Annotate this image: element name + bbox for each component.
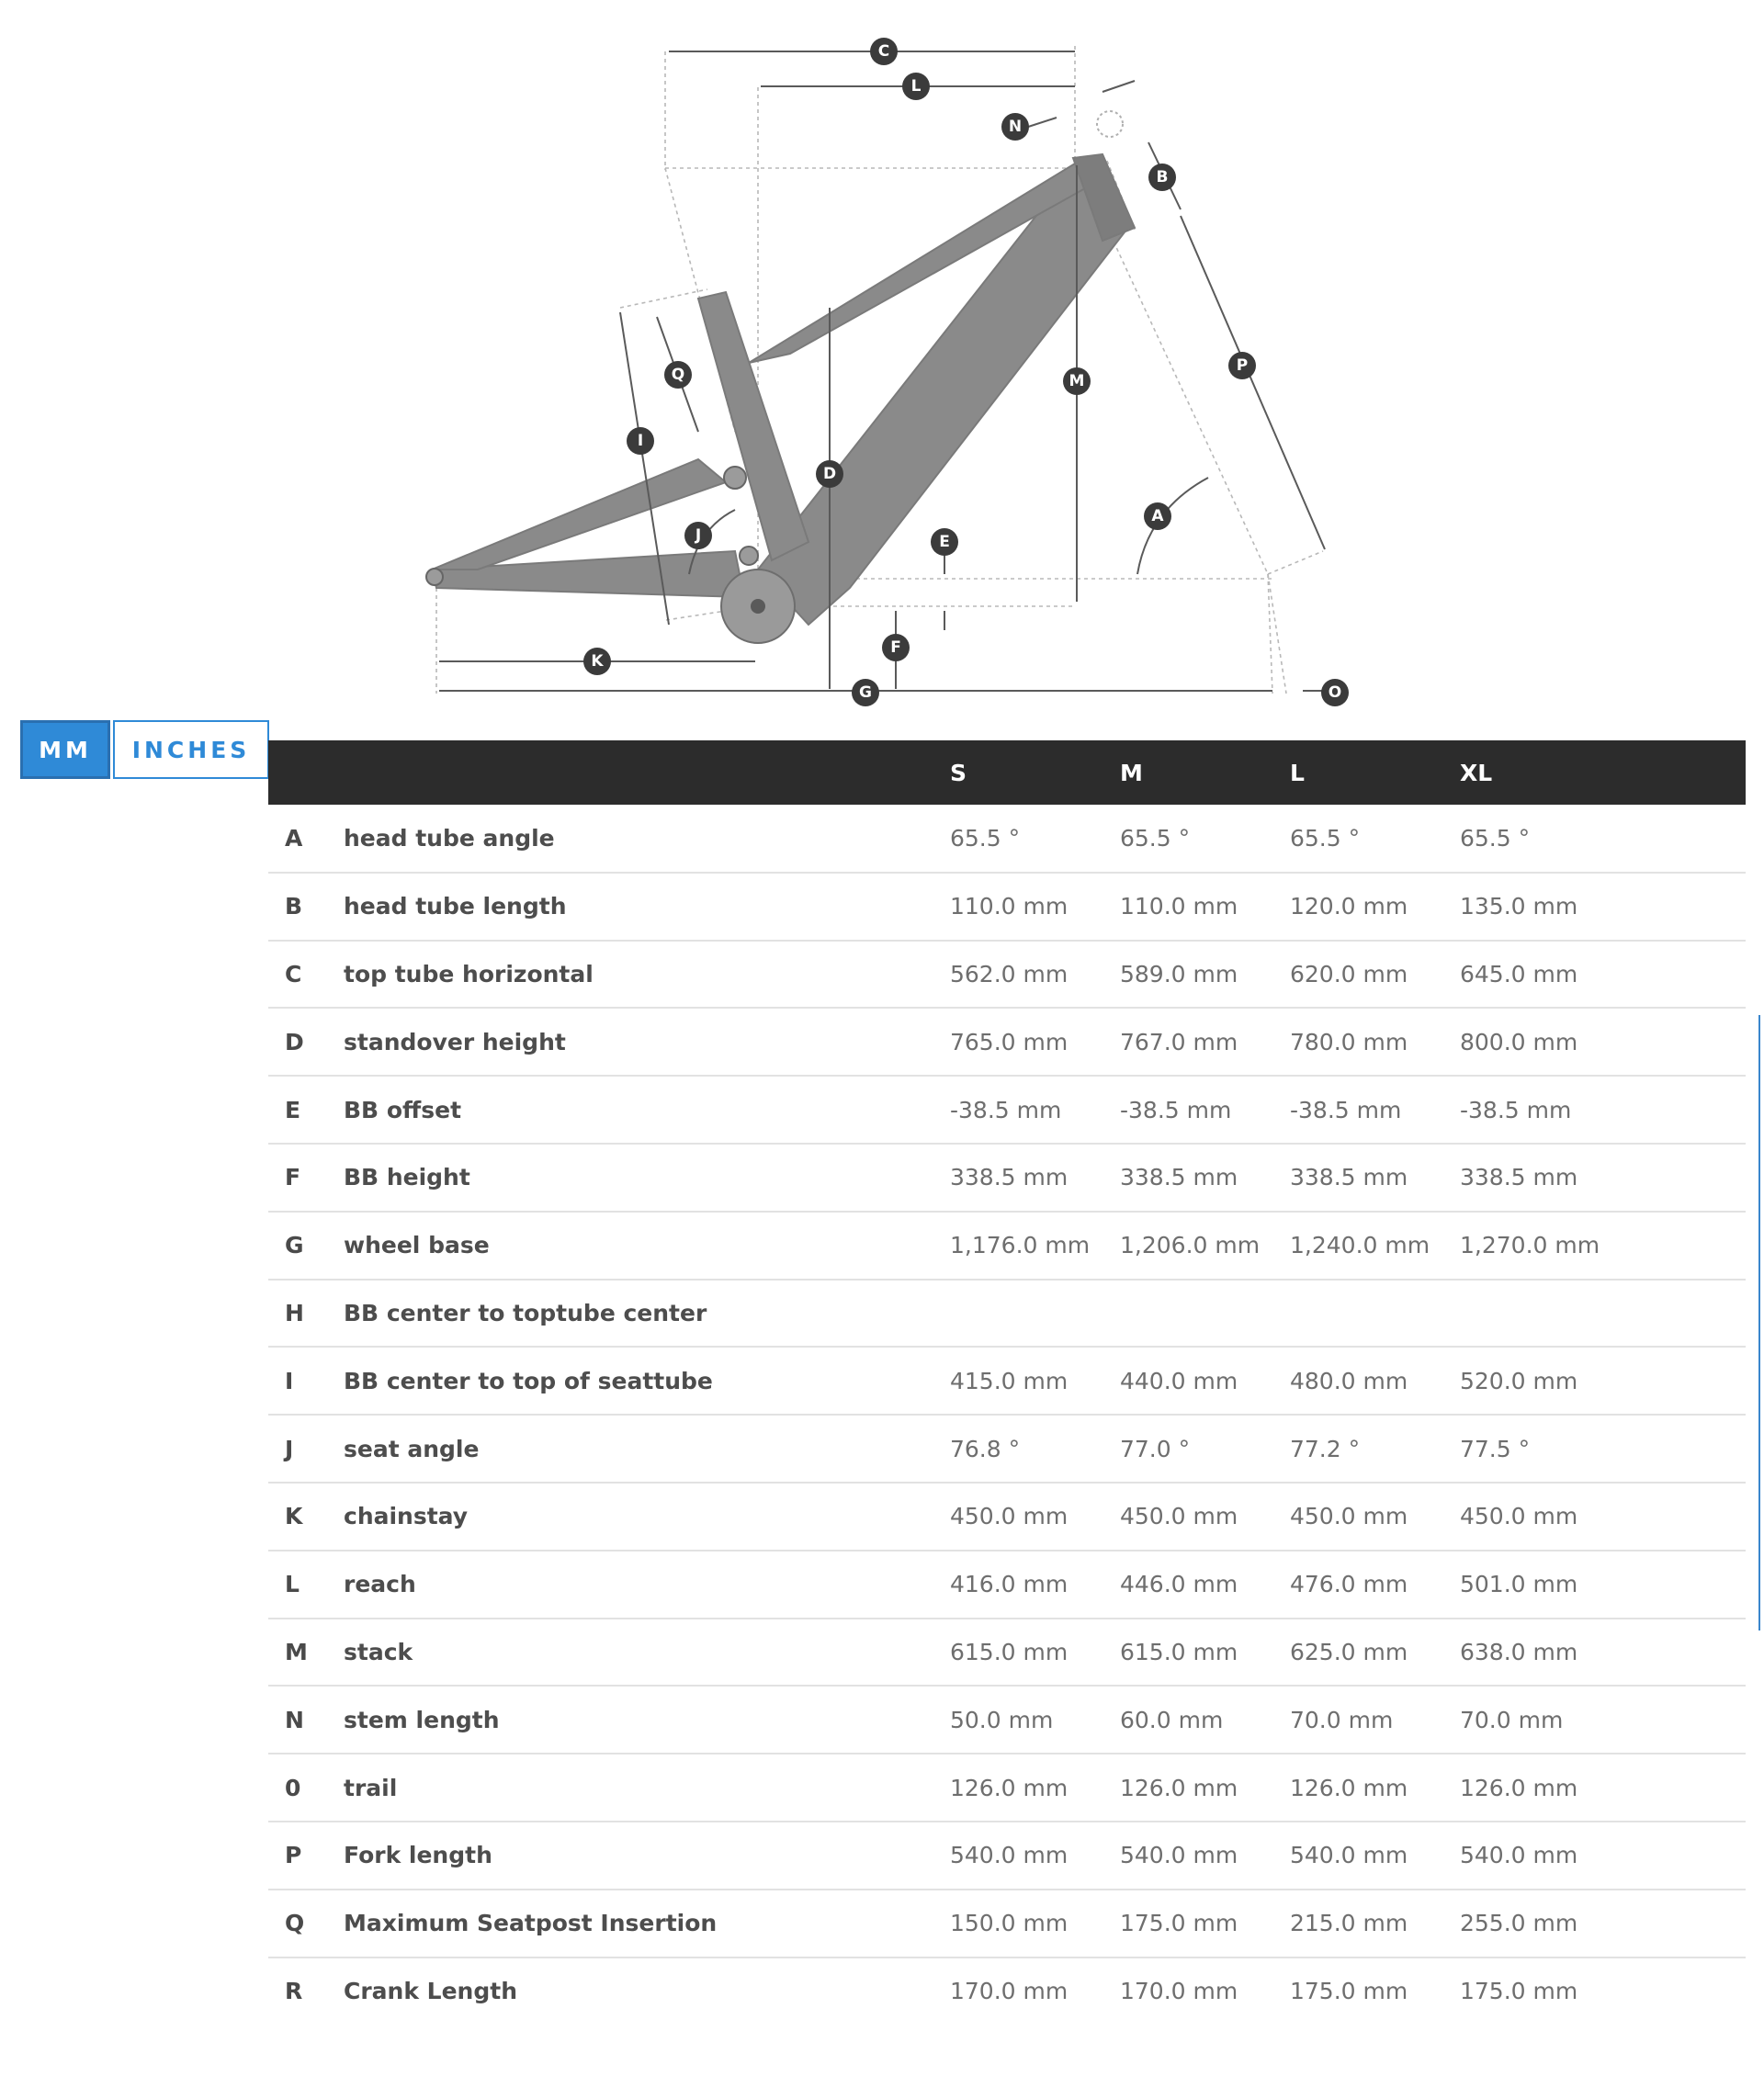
svg-text:Q: Q xyxy=(671,366,685,384)
value-size-l: 450.0 mm xyxy=(1290,1503,1408,1530)
row-label: head tube angle xyxy=(344,824,555,852)
header-label xyxy=(344,740,950,805)
callout-k-marker xyxy=(583,648,611,675)
value-size-s: 415.0 mm xyxy=(950,1367,1069,1394)
value-size-m: -38.5 mm xyxy=(1120,1096,1232,1123)
svg-text:J: J xyxy=(695,526,702,545)
svg-text:A: A xyxy=(1151,507,1164,525)
value-size-xl: 135.0 mm xyxy=(1460,893,1578,920)
table-row xyxy=(268,1483,1746,1551)
header-size-s: S xyxy=(950,759,967,786)
row-letter: G xyxy=(285,1232,304,1259)
value-size-s: 150.0 mm xyxy=(950,1910,1069,1937)
value-size-l: 65.5 ° xyxy=(1290,824,1361,852)
row-letter: I xyxy=(285,1367,294,1394)
value-size-s: 50.0 mm xyxy=(950,1706,1054,1733)
value-size-xl: 175.0 mm xyxy=(1460,1978,1578,2005)
callout-c-marker xyxy=(870,38,898,65)
table-row xyxy=(268,1958,1746,2025)
value-size-l: 540.0 mm xyxy=(1290,1842,1408,1869)
value-size-s: 416.0 mm xyxy=(950,1571,1069,1598)
value-size-s: 562.0 mm xyxy=(950,960,1069,987)
callout-d-marker xyxy=(816,460,843,488)
table-row xyxy=(268,1076,1746,1144)
row-letter: H xyxy=(285,1299,304,1326)
value-size-xl: -38.5 mm xyxy=(1460,1096,1572,1123)
row-label: chainstay xyxy=(344,1503,469,1530)
table-row xyxy=(268,1551,1746,1619)
callout-j-marker xyxy=(684,522,712,549)
callout-f-marker xyxy=(882,634,910,661)
value-size-m: 175.0 mm xyxy=(1120,1910,1238,1937)
row-label: BB center to top of seattube xyxy=(344,1367,713,1394)
row-label: reach xyxy=(344,1571,416,1598)
svg-text:M: M xyxy=(1069,372,1085,390)
value-size-xl: 338.5 mm xyxy=(1460,1164,1578,1191)
value-size-m: 450.0 mm xyxy=(1120,1503,1238,1530)
row-label: seat angle xyxy=(344,1435,480,1462)
row-letter: A xyxy=(285,824,303,852)
value-size-s: 765.0 mm xyxy=(950,1028,1069,1055)
row-label: Maximum Seatpost Insertion xyxy=(344,1910,718,1937)
value-size-s: 540.0 mm xyxy=(950,1842,1069,1869)
row-letter: Q xyxy=(285,1910,305,1937)
callout-q-marker xyxy=(664,361,692,389)
value-size-m: 65.5 ° xyxy=(1120,824,1191,852)
value-size-l: 476.0 mm xyxy=(1290,1571,1408,1598)
value-size-xl: 65.5 ° xyxy=(1460,824,1531,852)
value-size-m: 540.0 mm xyxy=(1120,1842,1238,1869)
scroll-indicator xyxy=(1758,1015,1760,1630)
value-size-xl: 638.0 mm xyxy=(1460,1638,1578,1665)
value-size-m: 60.0 mm xyxy=(1120,1706,1224,1733)
stem-circle xyxy=(1097,111,1123,137)
value-size-m: 1,206.0 mm xyxy=(1120,1232,1261,1259)
value-size-s: 65.5 ° xyxy=(950,824,1021,852)
value-size-xl: 520.0 mm xyxy=(1460,1367,1578,1394)
value-size-l xyxy=(1290,1280,1460,1348)
row-label: stack xyxy=(344,1638,413,1665)
value-size-l: 338.5 mm xyxy=(1290,1164,1408,1191)
value-size-m: 615.0 mm xyxy=(1120,1638,1238,1665)
table-row xyxy=(268,941,1746,1009)
row-letter: C xyxy=(285,960,302,987)
svg-text:D: D xyxy=(822,465,837,483)
callout-m-marker xyxy=(1063,367,1091,395)
row-letter: D xyxy=(285,1028,304,1055)
svg-text:C: C xyxy=(877,42,890,61)
row-letter: L xyxy=(285,1571,300,1598)
value-size-xl: 450.0 mm xyxy=(1460,1503,1578,1530)
row-label: stem length xyxy=(344,1706,500,1733)
value-size-s: 76.8 ° xyxy=(950,1435,1021,1462)
value-size-s: 110.0 mm xyxy=(950,893,1069,920)
value-size-s: -38.5 mm xyxy=(950,1096,1062,1123)
svg-text:L: L xyxy=(910,77,922,96)
value-size-xl: 126.0 mm xyxy=(1460,1774,1578,1801)
row-label: Crank Length xyxy=(344,1978,518,2005)
row-label: Fork length xyxy=(344,1842,492,1869)
value-size-l: 175.0 mm xyxy=(1290,1978,1408,2005)
table-row xyxy=(268,1347,1746,1415)
row-label: BB offset xyxy=(344,1096,462,1123)
value-size-s: 450.0 mm xyxy=(950,1503,1069,1530)
row-letter: J xyxy=(285,1435,294,1462)
row-letter: F xyxy=(285,1164,301,1191)
table-row xyxy=(268,1008,1746,1076)
value-size-m: 446.0 mm xyxy=(1120,1571,1238,1598)
row-letter: R xyxy=(285,1978,303,2005)
value-size-xl: 255.0 mm xyxy=(1460,1910,1578,1937)
header-size-m: M xyxy=(1120,759,1143,786)
value-size-l: 625.0 mm xyxy=(1290,1638,1408,1665)
value-size-m: 77.0 ° xyxy=(1120,1435,1191,1462)
row-letter: E xyxy=(285,1096,301,1123)
value-size-l: 120.0 mm xyxy=(1290,893,1408,920)
value-size-l: 780.0 mm xyxy=(1290,1028,1408,1055)
header-size-l: L xyxy=(1290,759,1305,786)
callout-a-marker xyxy=(1144,502,1171,530)
bike-frame xyxy=(426,154,1135,643)
svg-text:G: G xyxy=(859,683,872,702)
header-size-xl: XL xyxy=(1460,759,1493,786)
value-size-xl: 501.0 mm xyxy=(1460,1571,1578,1598)
row-label: BB height xyxy=(344,1164,470,1191)
table-row xyxy=(268,1144,1746,1212)
table-row xyxy=(268,1822,1746,1890)
row-letter: 0 xyxy=(285,1774,301,1801)
svg-text:I: I xyxy=(637,432,644,450)
value-size-l: 126.0 mm xyxy=(1290,1774,1408,1801)
value-size-m: 110.0 mm xyxy=(1120,893,1238,920)
geometry-table xyxy=(268,740,1746,2025)
frame-geometry-diagram xyxy=(0,0,1764,726)
value-size-xl: 540.0 mm xyxy=(1460,1842,1578,1869)
value-size-m: 126.0 mm xyxy=(1120,1774,1238,1801)
value-size-xl xyxy=(1460,1280,1746,1348)
row-letter: K xyxy=(285,1503,303,1530)
table-row xyxy=(268,1686,1746,1754)
table-row xyxy=(268,1754,1746,1822)
row-label: trail xyxy=(344,1774,398,1801)
row-label: head tube length xyxy=(344,893,567,920)
value-size-m: 589.0 mm xyxy=(1120,960,1238,987)
header-letter xyxy=(268,740,344,805)
value-size-xl: 70.0 mm xyxy=(1460,1706,1564,1733)
svg-text:N: N xyxy=(1008,118,1023,136)
row-letter: P xyxy=(285,1842,302,1869)
value-size-l: 70.0 mm xyxy=(1290,1706,1394,1733)
value-size-m xyxy=(1120,1280,1290,1348)
value-size-xl: 1,270.0 mm xyxy=(1460,1232,1600,1259)
value-size-l: -38.5 mm xyxy=(1290,1096,1402,1123)
row-label: top tube horizontal xyxy=(344,960,594,987)
svg-text:B: B xyxy=(1156,168,1169,186)
table-row xyxy=(268,805,1746,873)
table-row xyxy=(268,1212,1746,1280)
geometry-table-body xyxy=(268,805,1746,2025)
table-row xyxy=(268,1619,1746,1687)
callout-e-marker xyxy=(931,528,958,556)
table-header-row xyxy=(268,740,1746,805)
value-size-l: 620.0 mm xyxy=(1290,960,1408,987)
value-size-l: 215.0 mm xyxy=(1290,1910,1408,1937)
row-letter: M xyxy=(285,1638,308,1665)
table-row xyxy=(268,1415,1746,1483)
value-size-s: 126.0 mm xyxy=(950,1774,1069,1801)
row-label: BB center to toptube center xyxy=(344,1299,707,1326)
construction-lines xyxy=(436,46,1323,694)
row-label: wheel base xyxy=(344,1232,490,1259)
value-size-xl: 77.5 ° xyxy=(1460,1435,1531,1462)
callout-i-marker xyxy=(627,427,654,455)
value-size-xl: 800.0 mm xyxy=(1460,1028,1578,1055)
callout-g-marker xyxy=(852,679,879,706)
inches-button[interactable]: INCHES xyxy=(113,720,269,779)
svg-text:P: P xyxy=(1236,356,1249,375)
callout-n-marker xyxy=(1001,113,1029,141)
value-size-l: 480.0 mm xyxy=(1290,1367,1408,1394)
callout-b-marker xyxy=(1148,164,1176,191)
table-row xyxy=(268,873,1746,941)
value-size-m: 170.0 mm xyxy=(1120,1978,1238,2005)
row-letter: N xyxy=(285,1706,304,1733)
callout-l-marker xyxy=(902,73,930,100)
unit-toggle xyxy=(20,720,269,779)
mm-button[interactable]: MM xyxy=(20,720,110,779)
value-size-s: 170.0 mm xyxy=(950,1978,1069,2005)
row-letter: B xyxy=(285,893,303,920)
svg-text:K: K xyxy=(591,652,604,671)
value-size-s xyxy=(950,1280,1120,1348)
callout-p-marker xyxy=(1228,352,1256,379)
value-size-m: 767.0 mm xyxy=(1120,1028,1238,1055)
value-size-m: 440.0 mm xyxy=(1120,1367,1238,1394)
svg-text:E: E xyxy=(939,533,950,551)
value-size-l: 77.2 ° xyxy=(1290,1435,1361,1462)
svg-text:O: O xyxy=(1328,683,1342,702)
table-row xyxy=(268,1890,1746,1958)
dimension-lines xyxy=(439,51,1325,691)
value-size-m: 338.5 mm xyxy=(1120,1164,1238,1191)
value-size-xl: 645.0 mm xyxy=(1460,960,1578,987)
table-row xyxy=(268,1280,1746,1348)
value-size-s: 338.5 mm xyxy=(950,1164,1069,1191)
value-size-s: 1,176.0 mm xyxy=(950,1232,1091,1259)
svg-text:F: F xyxy=(890,638,901,657)
value-size-s: 615.0 mm xyxy=(950,1638,1069,1665)
value-size-l: 1,240.0 mm xyxy=(1290,1232,1430,1259)
row-label: standover height xyxy=(344,1028,566,1055)
callout-o-marker xyxy=(1321,679,1349,706)
